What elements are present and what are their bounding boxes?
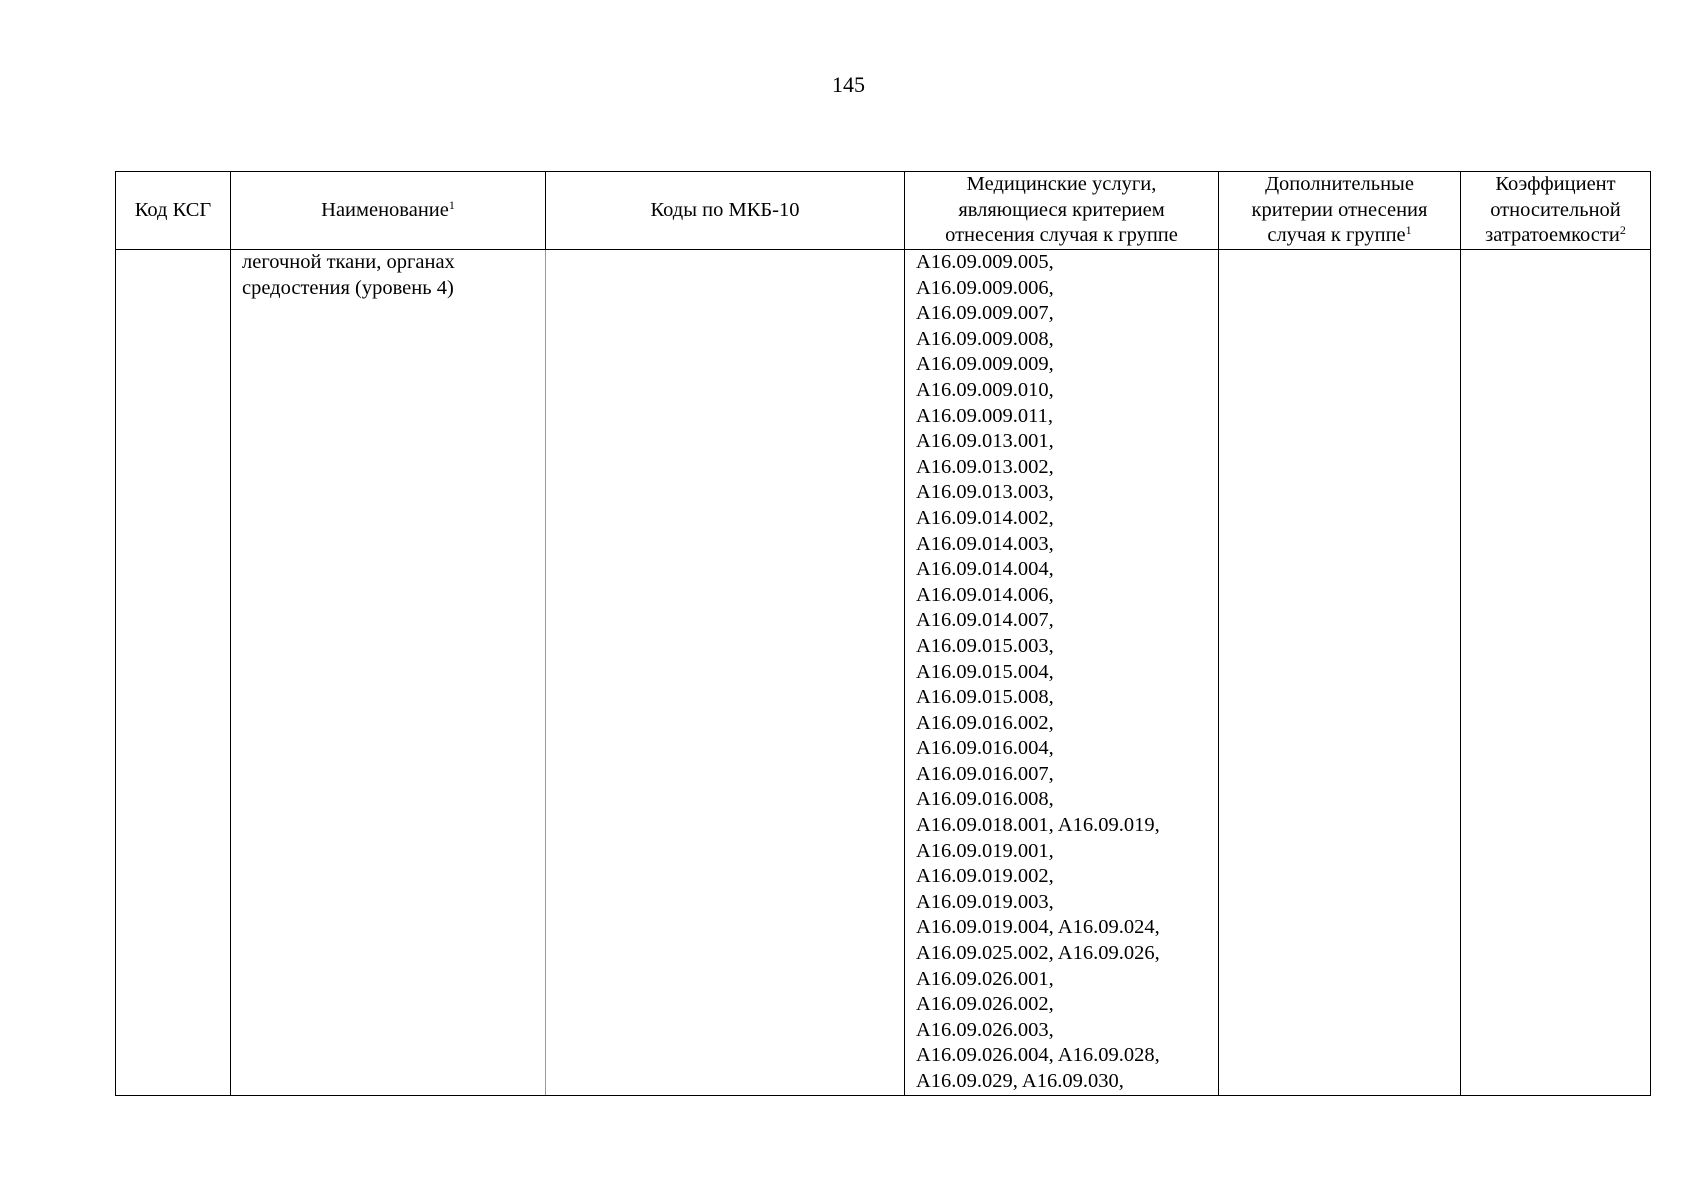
cell-name: легочной ткани, органах средостения (уровень 4) <box>231 250 546 1096</box>
header-extra-criteria: Дополнительные критерии отнесения случая к группе$^1$ <box>1219 172 1461 250</box>
header-services: Медицинские услуги, являющиеся критерием отнесения случая к группе <box>905 172 1219 250</box>
footnote-mark: 2 <box>1619 223 1626 238</box>
cell-coefficient <box>1461 250 1651 1096</box>
header-coefficient: Коэффициент относительной затратоемкости$^2$ <box>1461 172 1651 250</box>
cell-ksg-code <box>116 250 231 1096</box>
footnote-mark: 1 <box>1405 223 1412 238</box>
cell-extra-criteria <box>1219 250 1461 1096</box>
header-name: Наименование$^1$ <box>231 172 546 250</box>
ksg-table <box>115 171 1651 1096</box>
table-header-row <box>116 172 1651 250</box>
header-ksg-code: Код КСГ <box>116 172 231 250</box>
page-number: 145 <box>832 72 865 97</box>
table-row <box>116 250 1651 1096</box>
header-icd-codes: Коды по МКБ-10 <box>546 172 905 250</box>
footnote-mark: 1 <box>448 197 455 212</box>
cell-services: A16.09.009.005, A16.09.009.006, A16.09.009.007, A16.09.009.008, A16.09.009.009, A16.09.009.010, A16.09.009.011, A16.09.013.001, A16.09.013.002, A16.09.013.003, A16.09.014.002, A16.09.014.003, A16.09.014.004, A16.09.014.006, A16.09.014.007, A16.09.015.003, A16.09.015.004, A16.09.015.008, A16.09.016.002, A16.09.016.004, A16.09.016.007, A16.09.016.008, A16.09.018.001, A16.09.019, A16.09.019.001, A16.09.019.002, A16.09.019.003, A16.09.019.004, A16.09.024, A16.09.025.002, A16.09.026, A16.09.026.001, A16.09.026.002, A16.09.026.003, A16.09.026.004, A16.09.028, A16.09.029, A16.09.030, <box>905 250 1219 1096</box>
cell-icd-codes <box>546 250 905 1096</box>
